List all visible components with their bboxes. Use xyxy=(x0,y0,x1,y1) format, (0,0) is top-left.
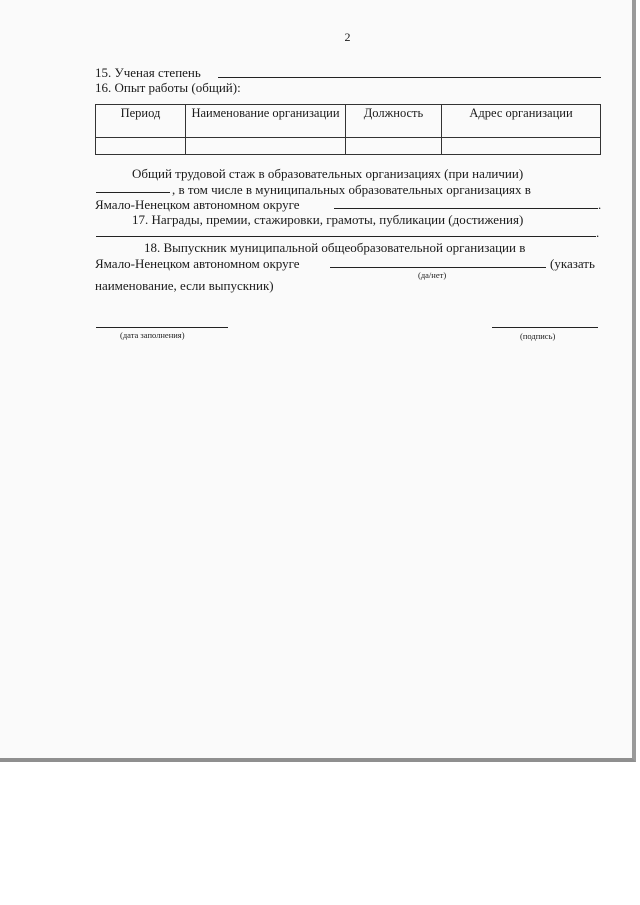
item-18-line-3: наименование, если выпускник) xyxy=(95,278,274,293)
table-row xyxy=(96,138,601,155)
stazh-municipal-fill-line[interactable] xyxy=(334,208,598,209)
stazh-line-1: Общий трудовой стаж в образовательных организациях (при наличии) xyxy=(132,166,524,181)
page-number: 2 xyxy=(344,30,351,44)
cell-organization[interactable] xyxy=(186,138,346,155)
stazh-line-3: Ямало-Ненецком автономном округе xyxy=(95,197,300,212)
signature-caption: (подпись) xyxy=(520,331,556,341)
date-caption: (дата заполнения) xyxy=(120,330,185,340)
stazh-fill-line[interactable] xyxy=(96,192,170,193)
item-18-line-1: 18. Выпускник муниципальной общеобразовательной организации в xyxy=(144,240,526,255)
column-header-position: Должность xyxy=(346,105,442,138)
item-18-line-2-suffix: (указать xyxy=(550,256,595,271)
item-18-fill-line[interactable] xyxy=(330,267,546,268)
period-mark-2: . xyxy=(596,225,600,240)
item-15-label: 15. Ученая степень xyxy=(95,65,201,80)
date-fill-line[interactable] xyxy=(96,327,228,328)
cell-position[interactable] xyxy=(346,138,442,155)
stazh-line-2: , в том числе в муниципальных образовательных организациях в xyxy=(172,182,531,197)
column-header-address: Адрес организации xyxy=(442,105,601,138)
cell-period[interactable] xyxy=(96,138,186,155)
work-experience-table xyxy=(95,104,601,155)
item-18-hint: (да/нет) xyxy=(418,270,447,280)
period-mark: . xyxy=(598,197,602,212)
table-header-row xyxy=(96,105,601,138)
item-15-fill-line[interactable] xyxy=(218,77,601,78)
item-16-label: 16. Опыт работы (общий): xyxy=(95,80,241,95)
item-18-line-2-prefix: Ямало-Ненецком автономном округе xyxy=(95,256,300,271)
item-17-label: 17. Награды, премии, стажировки, грамоты, публикации (достижения) xyxy=(132,212,524,227)
signature-fill-line[interactable] xyxy=(492,327,598,328)
cell-address[interactable] xyxy=(442,138,601,155)
column-header-period: Период xyxy=(96,105,186,138)
item-17-fill-line[interactable] xyxy=(96,236,596,237)
column-header-organization: Наименование организации xyxy=(186,105,346,138)
